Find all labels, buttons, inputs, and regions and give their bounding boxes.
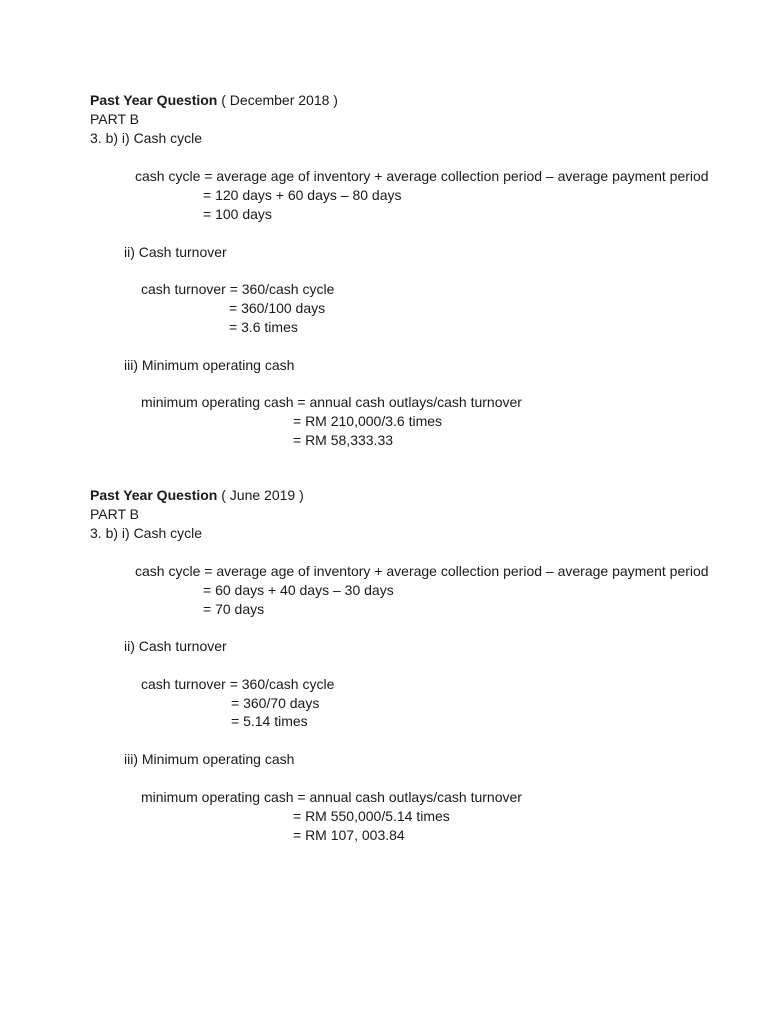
min-operating-cash-title: iii) Minimum operating cash [124, 751, 295, 767]
cash-cycle-step: = 60 days + 40 days – 30 days [203, 582, 394, 598]
heading-date: ( December 2018 ) [217, 92, 338, 108]
min-operating-cash-result: = RM 107, 003.84 [293, 827, 405, 843]
cash-turnover-result: = 5.14 times [231, 713, 308, 729]
cash-turnover-result: = 3.6 times [229, 319, 298, 335]
min-operating-cash-title: iii) Minimum operating cash [124, 357, 295, 373]
cash-turnover-formula: cash turnover = 360/cash cycle [141, 676, 335, 692]
cash-cycle-formula: cash cycle = average age of inventory + average collection period – average payment period [135, 168, 709, 184]
cash-cycle-title: 3. b) i) Cash cycle [90, 130, 203, 146]
section-heading [90, 487, 304, 504]
min-operating-cash-result: = RM 58,333.33 [293, 432, 394, 448]
cash-cycle-step: = 120 days + 60 days – 80 days [203, 187, 402, 203]
cash-cycle-result: = 70 days [203, 601, 265, 617]
min-operating-cash-step: = RM 550,000/5.14 times [293, 808, 450, 824]
min-operating-cash-step: = RM 210,000/3.6 times [293, 413, 443, 429]
heading-date: ( June 2019 ) [217, 487, 304, 503]
cash-cycle-title: 3. b) i) Cash cycle [90, 525, 203, 541]
section-heading [90, 92, 338, 109]
cash-turnover-step: = 360/100 days [229, 300, 326, 316]
cash-turnover-title: ii) Cash turnover [124, 244, 227, 260]
part-label: PART B [90, 506, 140, 522]
cash-turnover-step: = 360/70 days [231, 695, 320, 711]
min-operating-cash-formula: minimum operating cash = annual cash outlays/cash turnover [141, 394, 522, 410]
cash-cycle-formula: cash cycle = average age of inventory + average collection period – average payment period [135, 563, 709, 579]
heading-bold: Past Year Question [90, 487, 218, 503]
heading-bold: Past Year Question [90, 92, 218, 108]
min-operating-cash-formula: minimum operating cash = annual cash outlays/cash turnover [141, 789, 522, 805]
cash-cycle-result: = 100 days [203, 206, 272, 222]
part-label: PART B [90, 111, 140, 127]
cash-turnover-formula: cash turnover = 360/cash cycle [141, 281, 335, 297]
cash-turnover-title: ii) Cash turnover [124, 638, 227, 654]
